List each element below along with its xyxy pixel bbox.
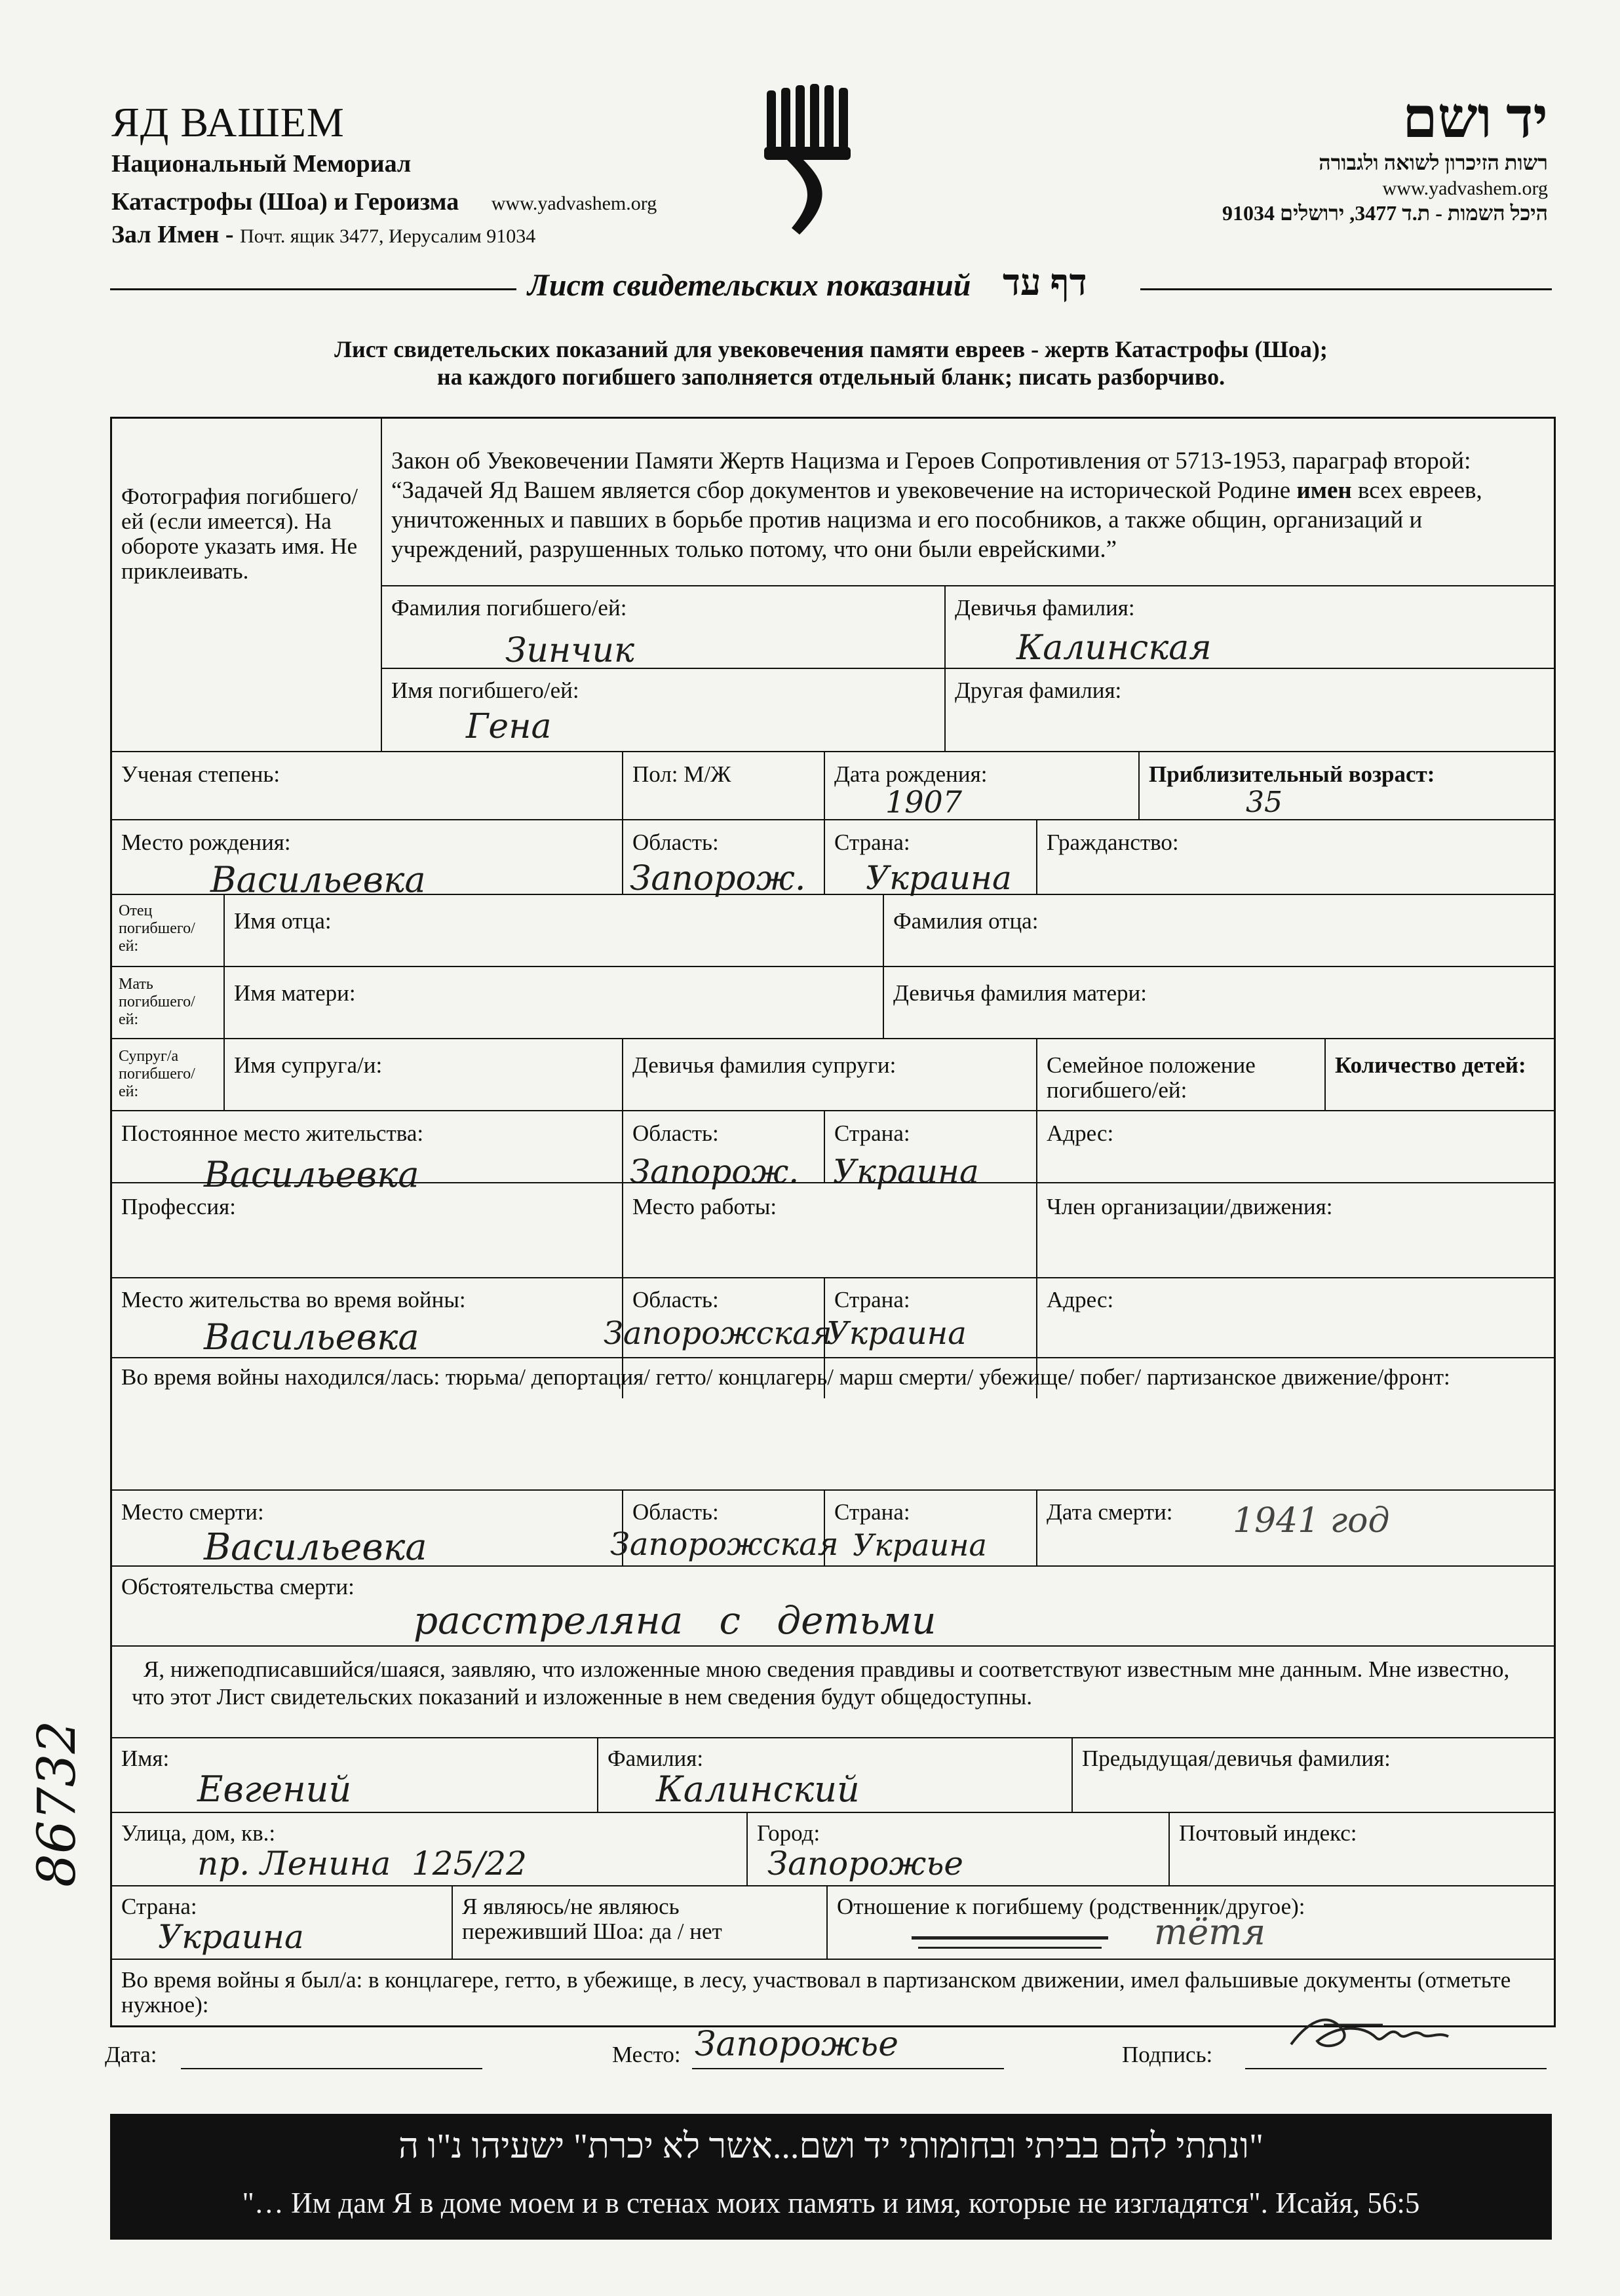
website: www.yadvashem.org — [491, 193, 657, 214]
label-death-region: Область: — [632, 1499, 719, 1525]
value-death-place: Васильевка — [204, 1526, 427, 1569]
label-birthdate: Дата рождения: — [834, 761, 988, 787]
place-line — [692, 2068, 1004, 2069]
label-father-side: Отец погибшего/ ей: — [119, 902, 195, 955]
label-profession: Профессия: — [121, 1194, 236, 1219]
isaiah-banner — [110, 2114, 1552, 2240]
label-relation: Отношение к погибшему (родственник/другое): — [837, 1894, 1305, 1919]
banner-russian: "… Им дам Я в доме моем и в стенах моих память и имя, которые не изгладятся". Исайя, 56:5 — [242, 2187, 1420, 2219]
label-survivor: Я являюсь/не являюсь переживший Шоа: да / нет — [462, 1894, 722, 1944]
label-signature: Подпись: — [1122, 2042, 1213, 2067]
label-res-country: Страна: — [834, 1120, 910, 1146]
value-submitter-surname: Калинский — [656, 1769, 860, 1810]
label-place: Место: — [612, 2042, 681, 2067]
label-children: Количество детей: — [1335, 1052, 1526, 1078]
value-maiden: Калинская — [1016, 628, 1212, 668]
value-war-region: Запорожская — [604, 1315, 832, 1352]
side-number: 86732 — [26, 1720, 87, 1887]
label-workplace: Место работы: — [632, 1194, 777, 1219]
form-title: Лист свидетельских показаний — [528, 268, 971, 303]
label-war-region: Область: — [632, 1287, 719, 1312]
org-line2: Национальный Мемориал — [111, 150, 412, 178]
title-rule-left — [110, 288, 516, 290]
hebrew-website: www.yadvashem.org — [1382, 178, 1548, 199]
value-submitter-name: Евгений — [197, 1769, 352, 1810]
label-maiden: Девичья фамилия: — [955, 595, 1135, 621]
hall-label: Зал Имен - — [111, 221, 234, 248]
yad-vashem-logo-icon — [760, 84, 858, 241]
org-line3 — [111, 187, 657, 216]
declaration-text: Я, нижеподписавшийся/шаяся, заявляю, что изложенные мною сведения правдивы и соответствуют известным мне данным. Мне известно, что этот Лист свидетельских показаний и изложенные в нем сведения будут общедоступны. — [132, 1656, 1510, 1710]
label-degree: Ученая степень: — [121, 761, 280, 787]
signature-icon — [1284, 2005, 1455, 2064]
label-approx-age: Приблизительный возраст: — [1149, 761, 1435, 787]
label-spouse-side: Супруг/а погибшего/ ей: — [119, 1048, 195, 1100]
value-death-date: 1941 год — [1233, 1501, 1390, 1540]
label-res-address: Адрес: — [1047, 1120, 1114, 1146]
label-war-country: Страна: — [834, 1287, 910, 1312]
label-citizenship: Гражданство: — [1047, 830, 1179, 855]
org-name: ЯД ВАШЕМ — [111, 99, 345, 145]
label-postcode: Почтовый индекс: — [1179, 1820, 1357, 1846]
label-marital: Семейное положение погибшего/ей: — [1047, 1052, 1256, 1103]
label-war-status: Во время войны находился/лась: тюрьма/ депортация/ гетто/ концлагерь/ марш смерти/ убежище/ побег/ партизанское движение/фронт: — [121, 1364, 1450, 1390]
value-relation: тётя — [1154, 1911, 1266, 1953]
value-birth-country: Украина — [866, 859, 1012, 897]
photo-box-label: Фотография погибшего/ей (если имеется). На обороте указать имя. Не приклеивать. — [121, 484, 358, 584]
value-res-country: Украина — [833, 1153, 979, 1191]
label-res-region: Область: — [632, 1120, 719, 1146]
law-text-a: Закон об Увековечении Памяти Жертв Нацизма и Героев Сопротивления от 5713-1953, параграф второй: “Задачей Яд Вашем является сбор документов и увековечение на исторической Родине — [391, 448, 1471, 504]
label-war-residence: Место жительства во время войны: — [121, 1287, 466, 1312]
label-submitter-country: Страна: — [121, 1894, 197, 1919]
label-birthplace: Место рождения: — [121, 830, 291, 855]
value-submitter-country: Украина — [158, 1918, 304, 1956]
hall-postal: Почт. ящик 3477, Иерусалим 91034 — [240, 225, 536, 247]
value-street: пр. Ленина 125/22 — [197, 1845, 527, 1883]
label-death-country: Страна: — [834, 1499, 910, 1525]
value-firstname: Гена — [466, 707, 552, 746]
org-line3-text: Катастрофы (Шоа) и Героизма — [111, 188, 459, 216]
value-birthdate: 1907 — [885, 784, 963, 820]
label-father-surname: Фамилия отца: — [893, 908, 1039, 934]
value-res-region: Запорож. — [630, 1153, 800, 1191]
label-father-name: Имя отца: — [234, 908, 332, 934]
label-mother-maiden: Девичья фамилия матери: — [893, 980, 1147, 1006]
value-city: Запорожье — [767, 1845, 964, 1883]
label-surname: Фамилия погибшего/ей: — [391, 595, 627, 621]
label-submitter-surname: Фамилия: — [608, 1746, 704, 1771]
value-place: Запорожье — [695, 2025, 898, 2064]
value-surname: Зинчик — [505, 631, 635, 670]
title-rule-right — [1140, 288, 1552, 290]
value-death-country: Украина — [853, 1527, 987, 1563]
label-war-address: Адрес: — [1047, 1287, 1114, 1312]
label-submitter-war: Во время войны я был/а: в концлагере, гетто, в убежище, в лесу, участвовал в партизанском движении, имел фальшивые документы (отметьте нужное): — [121, 1967, 1511, 2018]
label-date: Дата: — [105, 2042, 157, 2067]
law-text-b: всех евреев, уничтоженных и павших в борьбе против нацизма и его пособников, а также общин, организаций и учреждений, разрушенных только потому, что они были еврейскими.” — [391, 477, 1482, 563]
value-birthplace: Васильевка — [210, 859, 426, 900]
value-death-circumstances: расстреляна с детьми — [414, 1598, 936, 1643]
label-street: Улица, дом, кв.: — [121, 1820, 276, 1846]
label-residence: Постоянное место жительства: — [121, 1120, 424, 1146]
value-birth-region: Запорож. — [630, 859, 806, 898]
label-other-surname: Другая фамилия: — [955, 678, 1122, 703]
label-death-date: Дата смерти: — [1047, 1499, 1173, 1525]
value-war-country: Украина — [826, 1315, 967, 1352]
intro-line-1: Лист свидетельских показаний для увековечения памяти евреев - жертв Катастрофы (Шоа); — [334, 336, 1328, 362]
intro-line-2: на каждого погибшего заполняется отдельный бланк; писать разборчиво. — [436, 364, 1225, 390]
header-left — [111, 98, 657, 249]
value-war-residence: Васильевка — [204, 1316, 419, 1358]
relation-crossed-out — [912, 1928, 1121, 1948]
law-text-bold: имен — [1296, 477, 1352, 504]
hebrew-title: יד ושם — [1402, 86, 1548, 149]
form-title-hebrew: דף עד — [1003, 263, 1087, 303]
label-mother-name: Имя матери: — [234, 980, 356, 1006]
label-birth-region: Область: — [632, 830, 719, 855]
header-right — [1089, 85, 1548, 225]
label-spouse-maiden: Девичья фамилия супруги: — [632, 1052, 897, 1078]
hebrew-subtitle: רשות הזיכרון לשואה ולגבורה — [1319, 151, 1548, 174]
hall-address — [111, 220, 657, 249]
value-death-region: Запорожская — [610, 1526, 839, 1563]
label-sex: Пол: М/Ж — [632, 761, 731, 787]
value-residence: Васильевка — [204, 1154, 419, 1195]
label-city: Город: — [757, 1820, 820, 1846]
hebrew-address: היכל השמות - ת.ד 3477, ירושלים 91034 — [1222, 201, 1548, 225]
label-mother-side: Мать погибшего/ ей: — [119, 976, 195, 1028]
value-age: 35 — [1246, 786, 1282, 819]
label-member: Член организации/движения: — [1047, 1194, 1333, 1219]
banner-hebrew: "ונתתי להם בביתי ובחומותי יד ושם...אשר לא יכרת" ישעיהו נ"ו ה — [398, 2126, 1264, 2166]
label-birth-country: Страна: — [834, 830, 910, 855]
label-death-place: Место смерти: — [121, 1499, 264, 1525]
date-line — [181, 2068, 482, 2069]
law-text — [391, 446, 1545, 564]
testimony-form — [110, 417, 1556, 2027]
label-submitter-prev: Предыдущая/девичья фамилия: — [1082, 1746, 1391, 1771]
label-death-circumstances: Обстоятельства смерти: — [121, 1574, 355, 1599]
label-submitter-name: Имя: — [121, 1746, 170, 1771]
label-firstname: Имя погибшего/ей: — [391, 678, 579, 703]
signature-line — [1245, 2068, 1547, 2069]
label-spouse-name: Имя супруга/и: — [234, 1052, 383, 1078]
